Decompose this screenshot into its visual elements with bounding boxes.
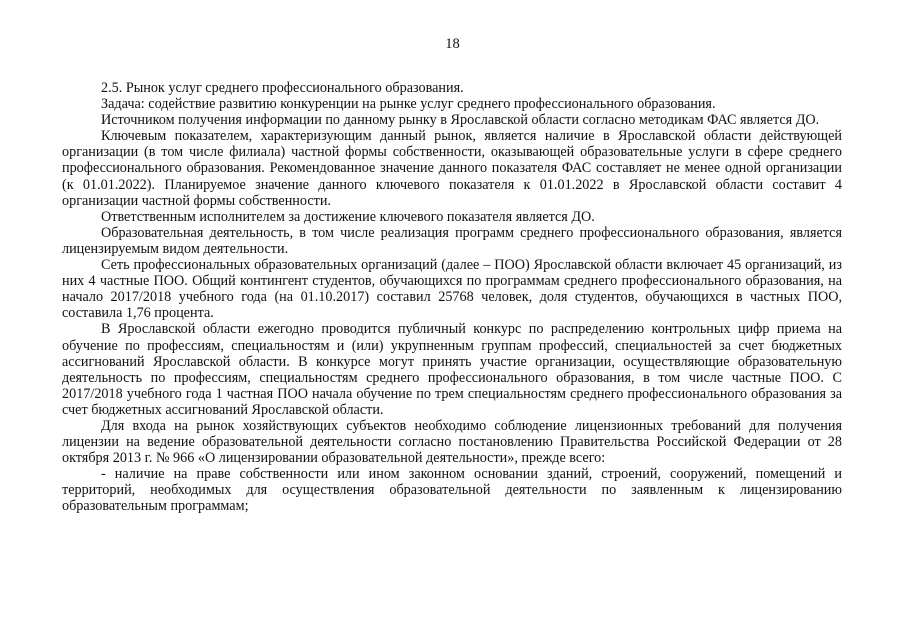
paragraph-task: Задача: содействие развитию конкуренции на рынке услуг среднего профессионального образования. bbox=[101, 96, 716, 113]
paragraph-key-indicator: Ключевым показателем, характеризующим данный рынок, является наличие в Ярославской области действующей организации (в том числе филиала) частной формы собственности, оказывающей образовательные услуги в сфере среднего профессионального образования. Рекомендованное значение данного показателя ФАС составляет не менее одной организации (к 01.01.2022). Планируемое значение данного ключевого показателя к 01.01.2022 в Ярославской области составит 4 организации частной формы собственности. bbox=[62, 128, 842, 209]
paragraph-info-source: Источником получения информации по данному рынку в Ярославской области согласно методикам ФАС является ДО. bbox=[101, 112, 820, 129]
paragraph-market-entry: Для входа на рынок хозяйствующих субъектов необходимо соблюдение лицензионных требований для получения лицензии на ведение образовательной деятельности согласно постановлению Правительства Российской Федерации от 28 октября 2013 г. № 966 «О лицензировании образовательной деятельности», прежде всего: bbox=[62, 417, 842, 467]
paragraph-requirement-item: - наличие на праве собственности или ином законном основании зданий, строений, сооружений, помещений и территорий, необходимых для осуществления образовательной деятельности по заявленным к лицензированию образовательным программам; bbox=[62, 466, 842, 515]
paragraph-responsible: Ответственным исполнителем за достижение ключевого показателя является ДО. bbox=[101, 208, 595, 225]
paragraph-network: Сеть профессиональных образовательных организаций (далее – ПОО) Ярославской области включает 45 организаций, из них 4 частные ПОО. Общий контингент студентов, обучающихся по программам среднего профессионального образования, на начало 2017/2018 учебного года (на 01.10.2017) составил 25768 человек, доля студентов, обучающихся в частных ПОО, составила 1,76 процента. bbox=[62, 257, 842, 322]
section-heading: 2.5. Рынок услуг среднего профессионального образования. bbox=[101, 80, 464, 96]
section-body bbox=[62, 80, 842, 515]
paragraph-contest: В Ярославской области ежегодно проводится публичный конкурс по распределению контрольных цифр приема на обучение по профессиям, специальностям и (или) укрупненным группам профессий, специальностей за счет бюджетных ассигнований Ярославской области. В конкурсе могут принять участие организации, осуществляющие образовательную деятельность по профессиям, специальностям среднего профессионального образования, в том числе частные ПОО. С 2017/2018 учебного года 1 частная ПОО начала обучение по трем специальностям среднего профессионального образования за счет бюджетных ассигнований Ярославской области. bbox=[62, 321, 842, 418]
page-number: 18 bbox=[445, 36, 460, 52]
paragraph-licensing: Образовательная деятельность, в том числе реализация программ среднего профессионального образования, является лицензируемым видом деятельности. bbox=[62, 224, 842, 257]
